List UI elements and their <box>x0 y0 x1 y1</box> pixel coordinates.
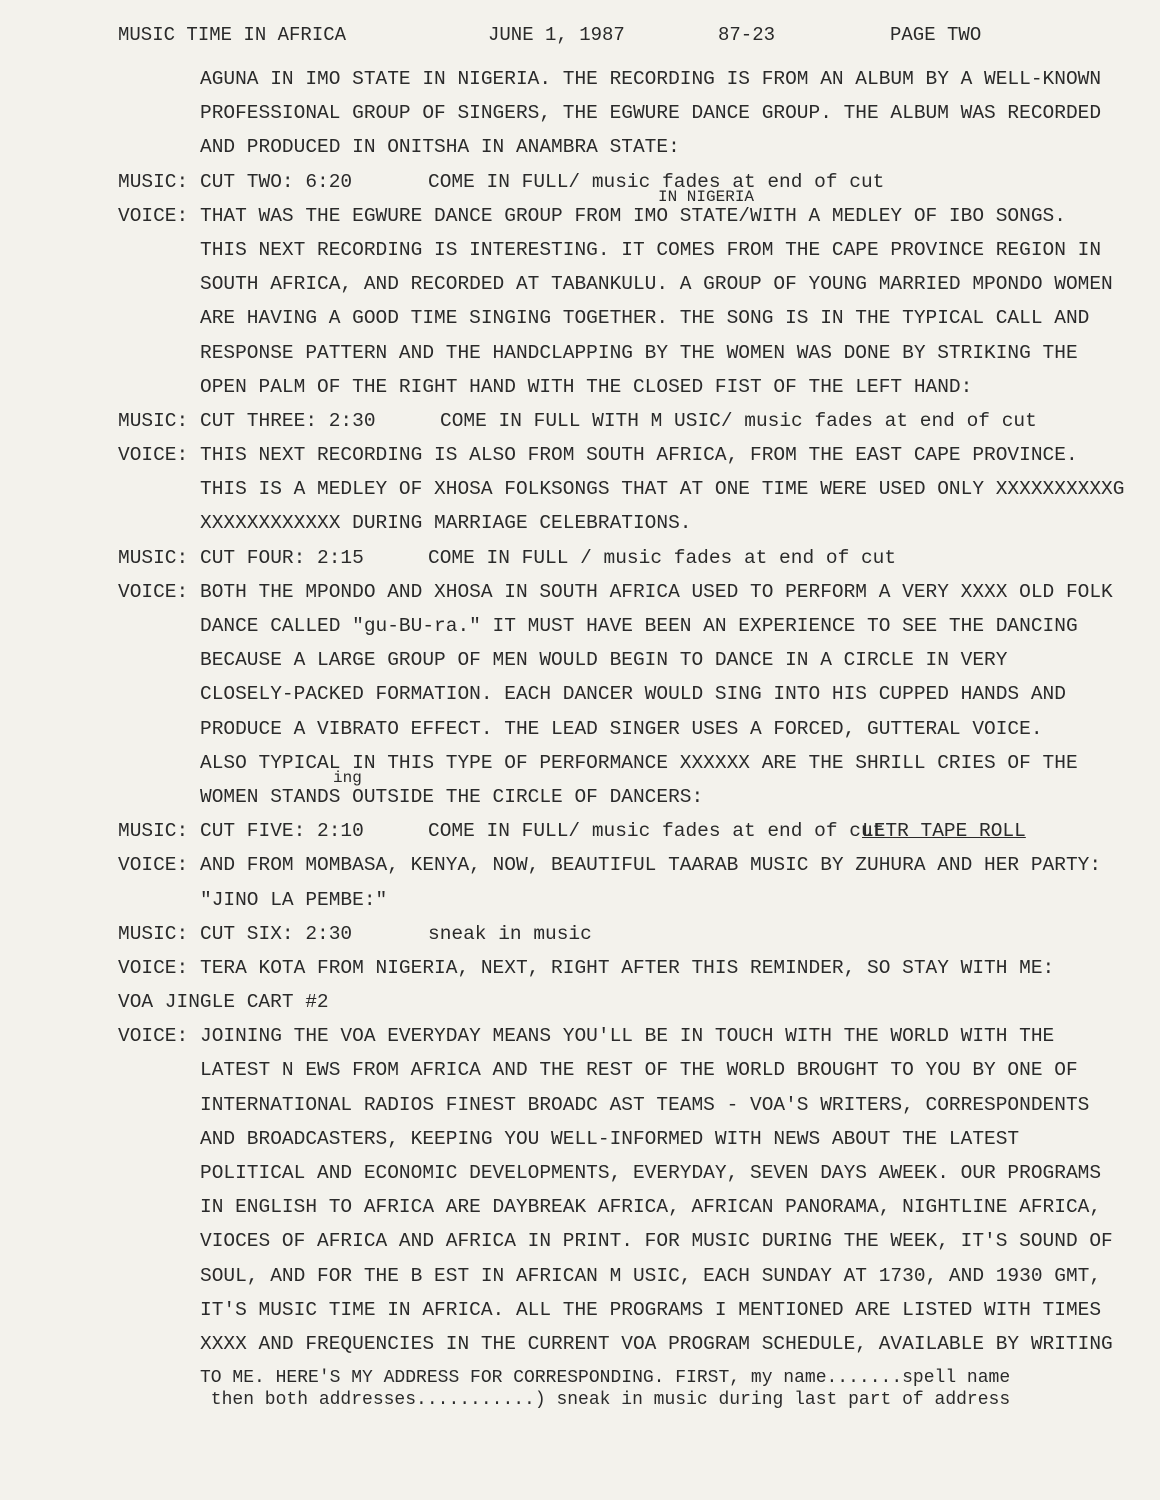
script-text: AND FROM MOMBASA, KENYA, NOW, BEAUTIFUL TAARAB MUSIC BY ZUHURA AND HER PARTY: <box>200 854 1102 877</box>
script-text: IN ENGLISH TO AFRICA ARE DAYBREAK AFRICA, AFRICAN PANORAMA, NIGHTLINE AFRICA, <box>200 1196 1102 1219</box>
page-header <box>118 24 1018 54</box>
script-text: "JINO LA PEMBE:" <box>200 888 388 911</box>
music-cue: COME IN FULL / music fades at end of cut <box>428 546 897 569</box>
script-text: PROFESSIONAL GROUP OF SINGERS, THE EGWURE DANCE GROUP. THE ALBUM WAS RECORDED <box>200 102 1102 125</box>
script-line <box>118 438 1128 472</box>
cue-label: VOICE: <box>118 1025 189 1048</box>
script-text: PRODUCE A VIBRATO EFFECT. THE LEAD SINGER USES A FORCED, GUTTERAL VOICE. <box>200 717 1043 740</box>
script-text: THIS NEXT RECORDING IS ALSO FROM SOUTH AFRICA, FROM THE EAST CAPE PROVINCE. <box>200 444 1078 467</box>
script-line <box>118 1156 1128 1190</box>
cue-label: VOICE: <box>118 204 189 227</box>
script-line <box>118 677 1128 711</box>
script-line <box>118 883 1128 917</box>
script-text: JOINING THE VOA EVERYDAY MEANS YOU'LL BE IN TOUCH WITH THE WORLD WITH THE <box>200 1025 1055 1048</box>
cue-label: VOICE: <box>118 956 189 979</box>
program-title: MUSIC TIME IN AFRICA <box>118 24 347 46</box>
script-line <box>118 404 1128 438</box>
script-line <box>118 848 1128 882</box>
script-text: BECAUSE A LARGE GROUP OF MEN WOULD BEGIN TO DANCE IN A CIRCLE IN VERY <box>200 649 1008 672</box>
cue-label: MUSIC: <box>118 922 189 945</box>
cut-id: CUT FIVE: 2:10 <box>200 820 364 843</box>
script-line <box>118 1293 1128 1327</box>
inserted-correction: ing <box>333 768 362 787</box>
cue-label: MUSIC: <box>118 546 189 569</box>
closing-line: TO ME. HERE'S MY ADDRESS FOR CORRESPONDING. FIRST, my name.......spell name <box>200 1368 1011 1388</box>
script-line <box>118 506 1128 540</box>
cue-label: VOICE: <box>118 854 189 877</box>
script-text: INTERNATIONAL RADIOS FINEST BROADC AST TEAMS - VOA'S WRITERS, CORRESPONDENTS <box>200 1093 1090 1116</box>
script-line <box>118 1190 1128 1224</box>
cue-label: VOICE: <box>118 444 189 467</box>
cue-label: MUSIC: <box>118 820 189 843</box>
script-line <box>118 712 1128 746</box>
cut-id: CUT TWO: 6:20 <box>200 170 353 193</box>
script-line <box>118 1327 1128 1361</box>
handwritten-note: LETR TAPE ROLL <box>862 820 1026 843</box>
script-text: SOUL, AND FOR THE B EST IN AFRICAN M USIC, EACH SUNDAY AT 1730, AND 1930 GMT, <box>200 1264 1102 1287</box>
script-line <box>118 165 1128 199</box>
script-body <box>118 62 1128 1361</box>
closing-line: then both addresses...........) sneak in music during last part of address <box>200 1390 1011 1410</box>
script-line <box>118 814 1128 848</box>
script-text: AND BROADCASTERS, KEEPING YOU WELL-INFORMED WITH NEWS ABOUT THE LATEST <box>200 1127 1020 1150</box>
inserted-correction: IN NIGERIA <box>658 187 755 206</box>
cut-id: CUT SIX: 2:30 <box>200 922 353 945</box>
script-line <box>118 370 1128 404</box>
script-text: RESPONSE PATTERN AND THE HANDCLAPPING BY THE WOMEN WAS DONE BY STRIKING THE <box>200 341 1078 364</box>
script-text: BOTH THE MPONDO AND XHOSA IN SOUTH AFRICA USED TO PERFORM A VERY XXXX OLD FOLK <box>200 580 1113 603</box>
cue-label: MUSIC: <box>118 170 189 193</box>
script-line <box>118 130 1128 164</box>
script-line <box>118 62 1128 96</box>
script-line <box>118 187 1128 233</box>
script-text: AND PRODUCED IN ONITSHA IN ANAMBRA STATE: <box>200 136 680 159</box>
script-line <box>118 1259 1128 1293</box>
closing-lines <box>200 1367 1120 1411</box>
script-text: SOUTH AFRICA, AND RECORDED AT TABANKULU. A GROUP OF YOUNG MARRIED MPONDO WOMEN <box>200 273 1113 296</box>
script-text: VIOCES OF AFRICA AND AFRICA IN PRINT. FOR MUSIC DURING THE WEEK, IT'S SOUND OF <box>200 1230 1113 1253</box>
program-code: 87-23 <box>718 24 776 46</box>
script-line <box>118 301 1128 335</box>
script-text: IT'S MUSIC TIME IN AFRICA. ALL THE PROGRAMS I MENTIONED ARE LISTED WITH TIMES <box>200 1298 1102 1321</box>
script-line <box>118 1088 1128 1122</box>
script-line <box>118 1224 1128 1258</box>
script-line <box>118 472 1128 506</box>
music-cue: COME IN FULL/ music fades at end of cut <box>428 820 885 843</box>
script-text: AGUNA IN IMO STATE IN NIGERIA. THE RECORDING IS FROM AN ALBUM BY A WELL-KNOWN <box>200 68 1102 90</box>
script-text: CLOSELY-PACKED FORMATION. EACH DANCER WOULD SING INTO HIS CUPPED HANDS AND <box>200 683 1066 706</box>
script-line <box>118 575 1128 609</box>
cut-id: CUT FOUR: 2:15 <box>200 546 364 569</box>
script-text: LATEST N EWS FROM AFRICA AND THE REST OF THE WORLD BROUGHT TO YOU BY ONE OF <box>200 1059 1078 1082</box>
script-line <box>118 233 1128 267</box>
script-line <box>118 609 1128 643</box>
script-text: XXXXXXXXXXXX DURING MARRIAGE CELEBRATIONS. <box>200 512 692 535</box>
script-line <box>118 951 1128 985</box>
script-text: POLITICAL AND ECONOMIC DEVELOPMENTS, EVERYDAY, SEVEN DAYS AWEEK. OUR PROGRAMS <box>200 1162 1102 1184</box>
page-number: PAGE TWO <box>890 24 982 46</box>
cut-id: CUT THREE: 2:30 <box>200 409 376 432</box>
script-line <box>118 985 1128 1019</box>
script-text: DANCE CALLED "gu-BU-ra." IT MUST HAVE BEEN AN EXPERIENCE TO SEE THE DANCING <box>200 615 1078 637</box>
music-cue: COME IN FULL WITH M USIC/ music fades at end of cut <box>440 409 1037 432</box>
script-text: TERA KOTA FROM NIGERIA, NEXT, RIGHT AFTER THIS REMINDER, SO STAY WITH ME: <box>200 956 1055 979</box>
script-text: THAT WAS THE EGWURE DANCE GROUP FROM IMO STATE/WITH A MEDLEY OF IBO SONGS. <box>200 204 1066 227</box>
script-line <box>118 1019 1128 1053</box>
script-text: THIS IS A MEDLEY OF XHOSA FOLKSONGS THAT AT ONE TIME WERE USED ONLY XXXXXXXXXXG <box>200 478 1125 501</box>
script-line <box>118 267 1128 301</box>
script-line <box>118 1122 1128 1156</box>
script-text: XXXX AND FREQUENCIES IN THE CURRENT VOA PROGRAM SCHEDULE, AVAILABLE BY WRITING <box>200 1332 1113 1355</box>
script-text: VOA JINGLE CART #2 <box>118 991 329 1014</box>
script-line <box>118 1053 1128 1087</box>
script-text: OPEN PALM OF THE RIGHT HAND WITH THE CLOSED FIST OF THE LEFT HAND: <box>200 375 973 398</box>
cue-label: VOICE: <box>118 580 189 603</box>
script-line <box>118 643 1128 677</box>
script-text: WOMEN STANDS OUTSIDE THE CIRCLE OF DANCERS: <box>200 785 704 808</box>
script-line <box>118 336 1128 370</box>
script-text: ALSO TYPICAL IN THIS TYPE OF PERFORMANCE XXXXXX ARE THE SHRILL CRIES OF THE <box>200 751 1078 774</box>
script-line <box>118 541 1128 575</box>
broadcast-date: JUNE 1, 1987 <box>488 24 625 46</box>
script-line <box>118 96 1128 130</box>
music-cue: sneak in music <box>428 922 592 945</box>
music-cue: COME IN FULL/ music fades at end of cut <box>428 170 885 193</box>
script-line <box>118 917 1128 951</box>
script-text: ARE HAVING A GOOD TIME SINGING TOGETHER. THE SONG IS IN THE TYPICAL CALL AND <box>200 307 1090 330</box>
script-line <box>118 768 1128 814</box>
script-text: THIS NEXT RECORDING IS INTERESTING. IT COMES FROM THE CAPE PROVINCE REGION IN <box>200 238 1102 261</box>
cue-label: MUSIC: <box>118 409 189 432</box>
script-line <box>118 746 1128 780</box>
